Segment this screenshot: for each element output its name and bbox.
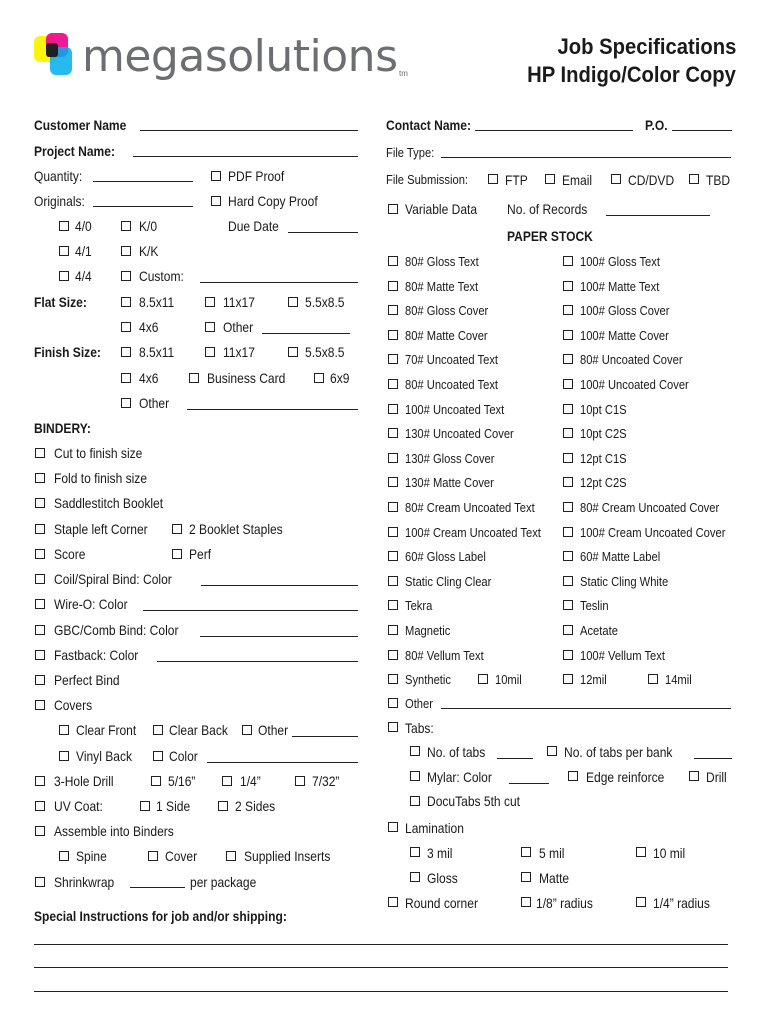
- lam-5mil-label: 5 mil: [539, 845, 565, 861]
- bindery-heading: BINDERY:: [34, 420, 91, 436]
- paper-stock-label: 100# Uncoated Cover: [580, 377, 689, 392]
- flat-other-field[interactable]: [262, 333, 350, 334]
- paper-stock-label: Synthetic: [405, 672, 451, 687]
- originals-kk-checkbox[interactable]: [121, 246, 131, 256]
- finish-other-field[interactable]: [187, 409, 358, 410]
- round-corner-label: Round corner: [405, 895, 478, 911]
- originals-field[interactable]: [93, 206, 193, 207]
- originals-41-label: 4/1: [75, 243, 92, 259]
- logo-mark-icon: [32, 33, 78, 85]
- flat-55x85-checkbox[interactable]: [288, 297, 298, 307]
- lamination-checkbox[interactable]: [388, 822, 398, 832]
- paper-other-label: Other: [405, 696, 433, 711]
- fastback-label: Fastback: Color: [54, 647, 139, 663]
- paper-stock-label: 100# Gloss Cover: [580, 303, 670, 318]
- mil10-label: 10mil: [495, 672, 522, 687]
- paper-stock-checkbox[interactable]: [563, 600, 573, 610]
- special-instructions-label: Special Instructions for job and/or shipping:: [34, 908, 287, 924]
- ftp-checkbox[interactable]: [488, 174, 498, 184]
- paper-stock-label: 12pt C2S: [580, 475, 627, 490]
- clear-back-checkbox[interactable]: [153, 725, 163, 735]
- uv-two-sides-checkbox[interactable]: [218, 801, 228, 811]
- supplied-inserts-label: Supplied Inserts: [244, 848, 331, 864]
- paper-stock-checkbox[interactable]: [388, 551, 398, 561]
- covers-other-field[interactable]: [292, 736, 358, 737]
- perfect-bind-label: Perfect Bind: [54, 672, 120, 688]
- shrinkwrap-checkbox[interactable]: [35, 877, 45, 887]
- lamination-label: Lamination: [405, 820, 464, 836]
- paper-stock-checkbox[interactable]: [388, 477, 398, 487]
- paper-stock-checkbox[interactable]: [563, 305, 573, 315]
- paper-other-field[interactable]: [441, 708, 731, 709]
- perf-checkbox[interactable]: [172, 549, 182, 559]
- fold-checkbox[interactable]: [35, 473, 45, 483]
- paper-stock-checkbox[interactable]: [563, 453, 573, 463]
- paper-other-checkbox[interactable]: [388, 698, 398, 708]
- hole-drill-checkbox[interactable]: [35, 776, 45, 786]
- fastback-checkbox[interactable]: [35, 650, 45, 660]
- paper-stock-label: Tekra: [405, 598, 433, 613]
- no-tabs-bank-label: No. of tabs per bank: [564, 744, 673, 760]
- paper-stock-checkbox[interactable]: [563, 576, 573, 586]
- vinyl-back-checkbox[interactable]: [59, 751, 69, 761]
- finish-business-card-checkbox[interactable]: [189, 373, 199, 383]
- hard-copy-proof-label: Hard Copy Proof: [228, 193, 318, 209]
- mylar-label: Mylar: Color: [427, 769, 492, 785]
- mil10-checkbox[interactable]: [478, 674, 488, 684]
- gbc-color-field[interactable]: [200, 636, 358, 637]
- variable-data-label: Variable Data: [405, 201, 478, 217]
- two-staples-checkbox[interactable]: [172, 524, 182, 534]
- originals-k0-checkbox[interactable]: [121, 221, 131, 231]
- originals-label: Originals:: [34, 193, 85, 209]
- paper-stock-checkbox[interactable]: [563, 330, 573, 340]
- quantity-field[interactable]: [93, 181, 193, 182]
- wireo-label: Wire-O: Color: [54, 596, 128, 612]
- hole-516-checkbox[interactable]: [151, 776, 161, 786]
- due-date-field[interactable]: [288, 232, 358, 233]
- paper-stock-label: 10pt C1S: [580, 402, 627, 417]
- lam-10mil-checkbox[interactable]: [636, 847, 646, 857]
- gbc-label: GBC/Comb Bind: Color: [54, 622, 179, 638]
- paper-stock-label: Static Cling Clear: [405, 574, 492, 589]
- lam-gloss-label: Gloss: [427, 870, 458, 886]
- paper-stock-label: Static Cling White: [580, 574, 669, 589]
- spine-label: Spine: [76, 848, 107, 864]
- paper-stock-label: 70# Uncoated Text: [405, 352, 499, 367]
- supplied-inserts-checkbox[interactable]: [226, 851, 236, 861]
- coil-checkbox[interactable]: [35, 574, 45, 584]
- saddlestitch-label: Saddlestitch Booklet: [54, 495, 164, 511]
- finish-6x9-checkbox[interactable]: [314, 373, 324, 383]
- paper-stock-checkbox[interactable]: [563, 281, 573, 291]
- paper-stock-checkbox[interactable]: [388, 330, 398, 340]
- hard-copy-proof-checkbox[interactable]: [211, 196, 221, 206]
- paper-stock-label: Teslin: [580, 598, 609, 613]
- project-name-field[interactable]: [133, 156, 358, 157]
- paper-stock-checkbox[interactable]: [388, 379, 398, 389]
- tbd-checkbox[interactable]: [689, 174, 699, 184]
- no-tabs-label: No. of tabs: [427, 744, 486, 760]
- customer-name-label: Customer Name: [34, 117, 127, 133]
- staple-left-checkbox[interactable]: [35, 524, 45, 534]
- docutabs-label: DocuTabs 5th cut: [427, 793, 521, 809]
- coil-label: Coil/Spiral Bind: Color: [54, 571, 172, 587]
- originals-40-label: 4/0: [75, 218, 92, 234]
- paper-stock-checkbox[interactable]: [563, 551, 573, 561]
- cover-label: Cover: [165, 848, 198, 864]
- paper-stock-label: 100# Cream Uncoated Cover: [580, 525, 726, 540]
- file-type-label: File Type:: [386, 145, 435, 160]
- perf-label: Perf: [189, 546, 212, 562]
- paper-stock-label: Acetate: [580, 623, 618, 638]
- paper-stock-label: 80# Gloss Text: [405, 254, 479, 269]
- originals-kk-label: K/K: [139, 243, 159, 259]
- hole-516-label: 5/16”: [168, 773, 196, 789]
- finish-business-card-label: Business Card: [207, 370, 286, 386]
- uv-one-side-checkbox[interactable]: [140, 801, 150, 811]
- paper-stock-checkbox[interactable]: [563, 256, 573, 266]
- fastback-color-field[interactable]: [157, 661, 358, 662]
- paper-stock-checkbox[interactable]: [388, 576, 398, 586]
- logo-wordmark: megasolutions: [82, 31, 398, 82]
- perfect-bind-checkbox[interactable]: [35, 675, 45, 685]
- paper-stock-label: 12pt C1S: [580, 451, 627, 466]
- file-type-field[interactable]: [441, 157, 731, 158]
- page-title-line1: Job Specifications: [557, 34, 736, 59]
- clear-back-label: Clear Back: [169, 722, 228, 738]
- radius-14-checkbox[interactable]: [636, 897, 646, 907]
- paper-stock-label: 60# Gloss Label: [405, 549, 486, 564]
- tabs-label: Tabs:: [405, 720, 434, 736]
- paper-stock-label: 60# Matte Label: [580, 549, 661, 564]
- cut-label: Cut to finish size: [54, 445, 143, 461]
- finish-4x6-checkbox[interactable]: [121, 373, 131, 383]
- radius-18-checkbox[interactable]: [521, 897, 531, 907]
- paper-stock-label: 10pt C2S: [580, 426, 627, 441]
- staple-left-label: Staple left Corner: [54, 521, 148, 537]
- paper-stock-label: 130# Uncoated Cover: [405, 426, 514, 441]
- page-title-line2: HP Indigo/Color Copy: [527, 62, 736, 87]
- paper-stock-checkbox[interactable]: [388, 354, 398, 364]
- covers-other-label: Other: [258, 722, 289, 738]
- covers-color-label: Color: [169, 748, 198, 764]
- due-date-label: Due Date: [228, 218, 279, 234]
- paper-stock-checkbox[interactable]: [563, 477, 573, 487]
- flat-11x17-checkbox[interactable]: [205, 297, 215, 307]
- edge-reinforce-checkbox[interactable]: [568, 771, 578, 781]
- paper-stock-label: 80# Vellum Text: [405, 648, 484, 663]
- lam-10mil-label: 10 mil: [653, 845, 686, 861]
- lam-matte-label: Matte: [539, 870, 570, 886]
- edge-reinforce-label: Edge reinforce: [586, 769, 665, 785]
- originals-41-checkbox[interactable]: [59, 246, 69, 256]
- paper-stock-checkbox[interactable]: [563, 625, 573, 635]
- paper-stock-checkbox[interactable]: [388, 305, 398, 315]
- covers-color-checkbox[interactable]: [153, 751, 163, 761]
- hole-drill-label: 3-Hole Drill: [54, 773, 114, 789]
- cover-checkbox[interactable]: [148, 851, 158, 861]
- paper-stock-checkbox[interactable]: [388, 453, 398, 463]
- finish-11x17-label: 11x17: [223, 344, 255, 360]
- paper-stock-label: 100# Vellum Text: [580, 648, 665, 663]
- paper-stock-label: 80# Matte Cover: [405, 328, 488, 343]
- paper-stock-checkbox[interactable]: [388, 625, 398, 635]
- paper-stock-label: 100# Uncoated Text: [405, 402, 505, 417]
- paper-stock-checkbox[interactable]: [563, 354, 573, 364]
- originals-44-label: 4/4: [75, 268, 92, 284]
- hole-14-label: 1/4”: [240, 773, 261, 789]
- paper-stock-label: 100# Matte Cover: [580, 328, 669, 343]
- paper-stock-label: 12mil: [580, 672, 607, 687]
- finish-85x11-checkbox[interactable]: [121, 347, 131, 357]
- project-name-label: Project Name:: [34, 143, 115, 159]
- paper-stock-checkbox[interactable]: [563, 404, 573, 414]
- clear-front-label: Clear Front: [76, 722, 137, 738]
- paper-stock-checkbox[interactable]: [563, 502, 573, 512]
- po-field[interactable]: [672, 130, 732, 131]
- flat-other-checkbox[interactable]: [205, 322, 215, 332]
- flat-11x17-label: 11x17: [223, 294, 255, 310]
- flat-size-label: Flat Size:: [34, 294, 87, 310]
- no-tabs-checkbox[interactable]: [410, 746, 420, 756]
- no-tabs-bank-field[interactable]: [694, 758, 732, 759]
- no-records-field[interactable]: [606, 215, 710, 216]
- finish-size-label: Finish Size:: [34, 344, 101, 360]
- wireo-color-field[interactable]: [143, 610, 358, 611]
- coil-color-field[interactable]: [201, 585, 358, 586]
- contact-name-label: Contact Name:: [386, 117, 471, 133]
- drill-label: Drill: [706, 769, 727, 785]
- quantity-label: Quantity:: [34, 168, 83, 184]
- paper-stock-checkbox[interactable]: [388, 281, 398, 291]
- originals-40-checkbox[interactable]: [59, 221, 69, 231]
- lam-5mil-checkbox[interactable]: [521, 847, 531, 857]
- flat-4x6-label: 4x6: [139, 319, 159, 335]
- paper-stock-checkbox[interactable]: [388, 256, 398, 266]
- paper-stock-checkbox[interactable]: [563, 428, 573, 438]
- paper-stock-heading: PAPER STOCK: [507, 228, 593, 244]
- finish-55x85-label: 5.5x8.5: [305, 344, 345, 360]
- paper-stock-checkbox[interactable]: [388, 600, 398, 610]
- flat-4x6-checkbox[interactable]: [121, 322, 131, 332]
- finish-55x85-checkbox[interactable]: [288, 347, 298, 357]
- originals-44-checkbox[interactable]: [59, 271, 69, 281]
- per-package-label: per package: [190, 874, 257, 890]
- covers-other-checkbox[interactable]: [242, 725, 252, 735]
- flat-85x11-checkbox[interactable]: [121, 297, 131, 307]
- paper-stock-label: 100# Cream Uncoated Text: [405, 525, 541, 540]
- score-checkbox[interactable]: [35, 549, 45, 559]
- paper-stock-checkbox[interactable]: [388, 404, 398, 414]
- ftp-label: FTP: [505, 172, 528, 188]
- radius-14-label: 1/4” radius: [653, 895, 710, 911]
- shrinkwrap-field[interactable]: [130, 887, 185, 888]
- paper-stock-label: 130# Gloss Cover: [405, 451, 495, 466]
- paper-stock-label: 80# Uncoated Cover: [580, 352, 683, 367]
- cddvd-checkbox[interactable]: [611, 174, 621, 184]
- mil14-checkbox[interactable]: [648, 674, 658, 684]
- mil14-label: 14mil: [665, 672, 692, 687]
- tbd-label: TBD: [706, 172, 731, 188]
- fold-label: Fold to finish size: [54, 470, 148, 486]
- two-staples-label: 2 Booklet Staples: [189, 521, 283, 537]
- email-label: Email: [562, 172, 593, 188]
- hole-14-checkbox[interactable]: [222, 776, 232, 786]
- paper-stock-checkbox[interactable]: [388, 650, 398, 660]
- flat-other-label: Other: [223, 319, 254, 335]
- finish-4x6-label: 4x6: [139, 370, 159, 386]
- clear-front-checkbox[interactable]: [59, 725, 69, 735]
- paper-stock-checkbox[interactable]: [563, 527, 573, 537]
- paper-stock-label: Magnetic: [405, 623, 451, 638]
- paper-stock-label: 80# Gloss Cover: [405, 303, 489, 318]
- paper-stock-checkbox[interactable]: [388, 502, 398, 512]
- variable-data-checkbox[interactable]: [388, 204, 398, 214]
- shrinkwrap-label: Shrinkwrap: [54, 874, 115, 890]
- finish-other-label: Other: [139, 395, 170, 411]
- docutabs-checkbox[interactable]: [410, 796, 420, 806]
- finish-11x17-checkbox[interactable]: [205, 347, 215, 357]
- pdf-proof-label: PDF Proof: [228, 168, 285, 184]
- paper-stock-label: 100# Gloss Text: [580, 254, 660, 269]
- assemble-checkbox[interactable]: [35, 826, 45, 836]
- file-submission-label: File Submission:: [386, 172, 469, 187]
- vinyl-back-label: Vinyl Back: [76, 748, 132, 764]
- pdf-proof-checkbox[interactable]: [211, 171, 221, 181]
- finish-6x9-label: 6x9: [330, 370, 350, 386]
- no-tabs-bank-checkbox[interactable]: [547, 746, 557, 756]
- paper-stock-label: 80# Cream Uncoated Cover: [580, 500, 720, 515]
- covers-checkbox[interactable]: [35, 700, 45, 710]
- lam-gloss-checkbox[interactable]: [410, 872, 420, 882]
- round-corner-checkbox[interactable]: [388, 897, 398, 907]
- assemble-label: Assemble into Binders: [54, 823, 174, 839]
- customer-name-field[interactable]: [140, 130, 358, 131]
- paper-stock-checkbox[interactable]: [563, 650, 573, 660]
- uv-one-side-label: 1 Side: [156, 798, 191, 814]
- mylar-color-field[interactable]: [509, 783, 549, 784]
- originals-custom-checkbox[interactable]: [121, 271, 131, 281]
- paper-stock-checkbox[interactable]: [388, 527, 398, 537]
- no-tabs-field[interactable]: [497, 758, 533, 759]
- hole-732-checkbox[interactable]: [295, 776, 305, 786]
- finish-85x11-label: 8.5x11: [139, 344, 175, 360]
- covers-color-field[interactable]: [207, 762, 358, 763]
- paper-stock-checkbox[interactable]: [388, 674, 398, 684]
- paper-stock-label: 130# Matte Cover: [405, 475, 494, 490]
- uv-coat-label: UV Coat:: [54, 798, 103, 814]
- special-instructions-line-2[interactable]: [34, 967, 728, 968]
- special-instructions-line-3[interactable]: [34, 991, 728, 992]
- paper-stock-checkbox[interactable]: [388, 428, 398, 438]
- paper-stock-label: 80# Matte Text: [405, 279, 479, 294]
- radius-18-label: 1/8” radius: [536, 895, 593, 911]
- score-label: Score: [54, 546, 86, 562]
- drill-checkbox[interactable]: [689, 771, 699, 781]
- uv-two-sides-label: 2 Sides: [235, 798, 276, 814]
- cddvd-label: CD/DVD: [628, 172, 675, 188]
- cut-checkbox[interactable]: [35, 448, 45, 458]
- no-records-label: No. of Records: [507, 201, 588, 217]
- flat-55x85-label: 5.5x8.5: [305, 294, 345, 310]
- originals-custom-field[interactable]: [200, 282, 358, 283]
- contact-name-field[interactable]: [475, 130, 633, 131]
- tabs-checkbox[interactable]: [388, 722, 398, 732]
- originals-k0-label: K/0: [139, 218, 158, 234]
- hole-732-label: 7/32”: [312, 773, 340, 789]
- lam-matte-checkbox[interactable]: [521, 872, 531, 882]
- wireo-checkbox[interactable]: [35, 599, 45, 609]
- originals-custom-label: Custom:: [139, 268, 184, 284]
- spine-checkbox[interactable]: [59, 851, 69, 861]
- covers-label: Covers: [54, 697, 93, 713]
- paper-stock-checkbox[interactable]: [563, 674, 573, 684]
- saddlestitch-checkbox[interactable]: [35, 498, 45, 508]
- logo-trademark: tm: [399, 69, 408, 78]
- flat-85x11-label: 8.5x11: [139, 294, 175, 310]
- mylar-checkbox[interactable]: [410, 771, 420, 781]
- paper-stock-label: 80# Uncoated Text: [405, 377, 499, 392]
- po-label: P.O.: [645, 117, 668, 133]
- lam-3mil-label: 3 mil: [427, 845, 453, 861]
- email-checkbox[interactable]: [545, 174, 555, 184]
- uv-coat-checkbox[interactable]: [35, 801, 45, 811]
- gbc-checkbox[interactable]: [35, 625, 45, 635]
- finish-other-checkbox[interactable]: [121, 398, 131, 408]
- special-instructions-line-1[interactable]: [34, 944, 728, 945]
- paper-stock-label: 80# Cream Uncoated Text: [405, 500, 535, 515]
- paper-stock-checkbox[interactable]: [563, 379, 573, 389]
- paper-stock-label: 100# Matte Text: [580, 279, 660, 294]
- lam-3mil-checkbox[interactable]: [410, 847, 420, 857]
